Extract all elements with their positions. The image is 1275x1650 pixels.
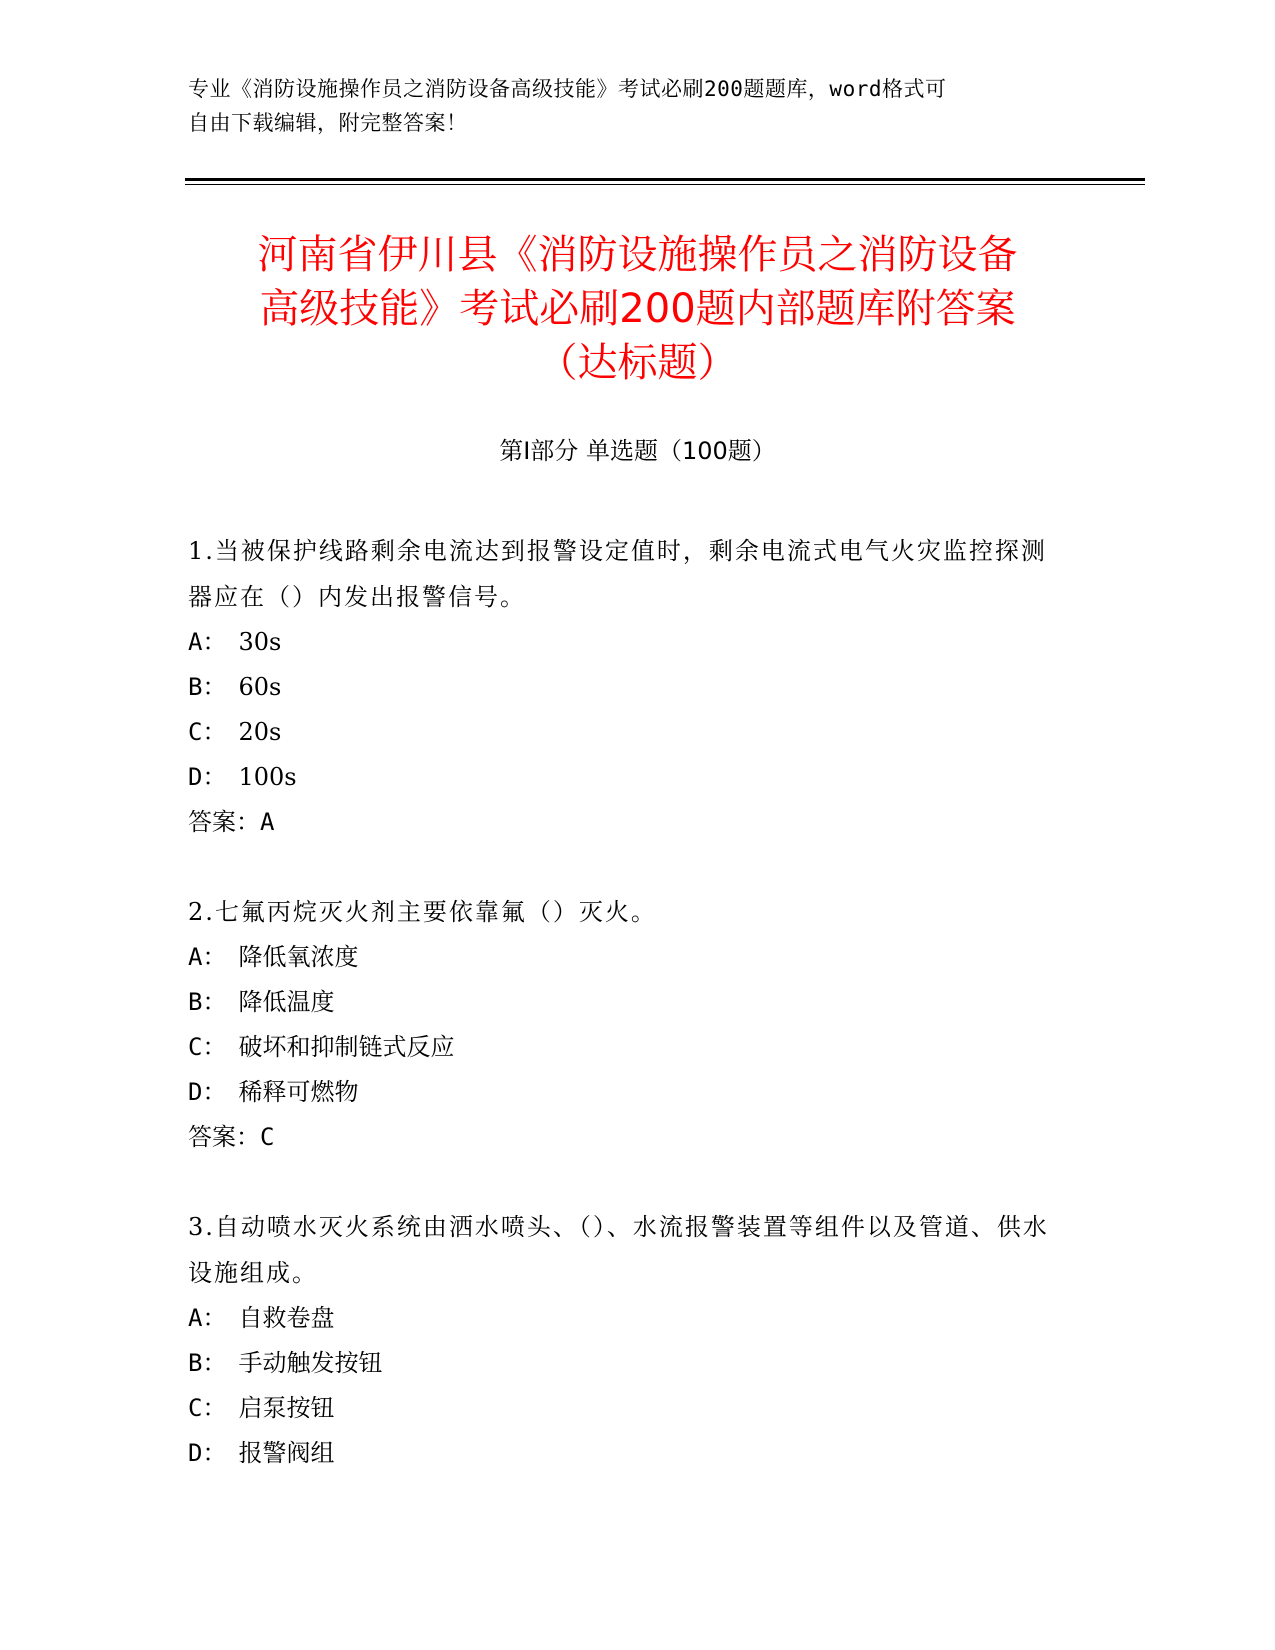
intro-line-2: 自由下载编辑，附完整答案！ bbox=[188, 111, 468, 135]
option-letter: A bbox=[188, 628, 203, 656]
answer-option bbox=[188, 1386, 1068, 1431]
option-text: 20s bbox=[238, 718, 282, 746]
question-text: 2.七氟丙烷灭火剂主要依靠氟（）灭火。 bbox=[188, 898, 657, 926]
option-separator: ： bbox=[202, 988, 227, 1016]
option-letter: A bbox=[188, 1304, 203, 1332]
option-separator: ： bbox=[202, 1078, 227, 1106]
title-line-2: 高级技能》考试必刷200题内部题库附答案 bbox=[259, 286, 1016, 332]
answer-option bbox=[188, 755, 1068, 800]
option-separator: ： bbox=[202, 1439, 227, 1467]
option-letter: D bbox=[188, 763, 203, 791]
answer-option bbox=[188, 1070, 1068, 1115]
option-separator: ： bbox=[202, 1394, 227, 1422]
option-text: 降低氧浓度 bbox=[238, 943, 359, 971]
answer-option bbox=[188, 1431, 1068, 1476]
option-letter: C bbox=[188, 1033, 203, 1061]
option-separator: ： bbox=[202, 673, 227, 701]
option-separator: ： bbox=[202, 628, 227, 656]
option-separator: ： bbox=[202, 718, 227, 746]
option-letter: D bbox=[188, 1439, 203, 1467]
section-heading: 第Ⅰ部分 单选题（100题） bbox=[499, 437, 776, 465]
option-text: 稀释可燃物 bbox=[238, 1078, 359, 1106]
question-item bbox=[188, 528, 1068, 845]
option-text: 启泵按钮 bbox=[238, 1394, 335, 1422]
question-text: 3.自动喷水灭火系统由洒水喷头、（）、水流报警装置等组件以及管道、供水设施组成。 bbox=[188, 1213, 1049, 1287]
document-title bbox=[150, 228, 1125, 390]
option-text: 100s bbox=[238, 763, 297, 791]
answer-option bbox=[188, 1025, 1068, 1070]
answer-option bbox=[188, 1341, 1068, 1386]
option-separator: ： bbox=[202, 763, 227, 791]
option-letter: B bbox=[188, 988, 203, 1016]
intro-line-1: 专业《消防设施操作员之消防设备高级技能》考试必刷200题题库，word格式可 bbox=[188, 77, 947, 101]
answer-value: A bbox=[260, 808, 275, 836]
option-text: 破坏和抑制链式反应 bbox=[238, 1033, 455, 1061]
option-separator: ： bbox=[202, 1304, 227, 1332]
header-divider-thin bbox=[185, 184, 1145, 185]
answer-option bbox=[188, 620, 1068, 665]
option-letter: B bbox=[188, 673, 203, 701]
option-text: 30s bbox=[238, 628, 282, 656]
answer-option bbox=[188, 710, 1068, 755]
option-letter: B bbox=[188, 1349, 203, 1377]
option-text: 降低温度 bbox=[238, 988, 335, 1016]
question-item bbox=[188, 889, 1068, 1160]
answer-option bbox=[188, 1296, 1068, 1341]
intro-text bbox=[188, 72, 1088, 140]
question-list bbox=[188, 528, 1068, 1520]
title-line-1: 河南省伊川县《消防设施操作员之消防设备 bbox=[257, 232, 1018, 278]
option-text: 60s bbox=[238, 673, 282, 701]
option-letter: C bbox=[188, 1394, 203, 1422]
question-text: 1.当被保护线路剩余电流达到报警设定值时，剩余电流式电气火灾监控探测器应在（）内发出报警信号。 bbox=[188, 537, 1047, 611]
question-item bbox=[188, 1204, 1068, 1476]
header-divider-thick bbox=[185, 178, 1145, 181]
option-text: 手动触发按钮 bbox=[238, 1349, 383, 1377]
option-separator: ： bbox=[202, 943, 227, 971]
answer-option bbox=[188, 980, 1068, 1025]
answer-label: 答案： bbox=[188, 808, 260, 836]
option-text: 自救卷盘 bbox=[238, 1304, 335, 1332]
answer-line bbox=[188, 800, 1068, 845]
answer-value: C bbox=[260, 1123, 275, 1151]
answer-option bbox=[188, 665, 1068, 710]
option-letter: C bbox=[188, 718, 203, 746]
answer-label: 答案： bbox=[188, 1123, 260, 1151]
option-text: 报警阀组 bbox=[238, 1439, 335, 1467]
answer-line bbox=[188, 1115, 1068, 1160]
option-letter: D bbox=[188, 1078, 203, 1106]
answer-option bbox=[188, 935, 1068, 980]
title-line-3: （达标题） bbox=[537, 340, 738, 386]
option-separator: ： bbox=[202, 1349, 227, 1377]
option-separator: ： bbox=[202, 1033, 227, 1061]
option-letter: A bbox=[188, 943, 203, 971]
